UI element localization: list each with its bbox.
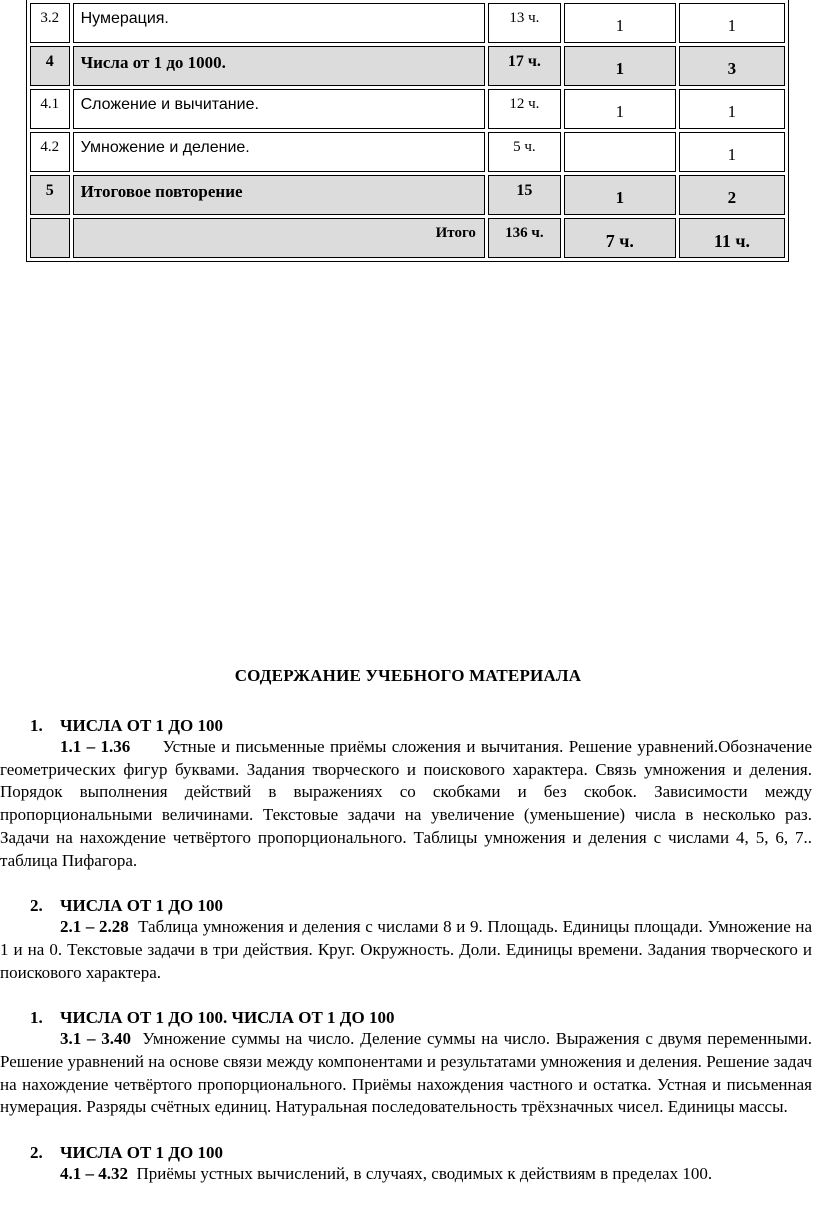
section-text: Умножение суммы на число. Деление суммы на число. Выражения с двумя переменными. Решение уравнений на основе связи между компонентами и результатами умножения и деления. Решение задач на нахождение четвёртого пропорционального. Приёмы нахождения частного и остатка. Устная и письменная нумерация. Разряды счётных единиц. Натуральная последовательность трёхзначных чисел. Единицы массы. [0, 1029, 812, 1117]
row-value-a [564, 132, 676, 172]
course-content [0, 666, 816, 1186]
total-row [30, 218, 785, 258]
row-number: 3.2 [30, 3, 70, 43]
row-value-b: 2 [679, 175, 785, 215]
total-value-b: 11 ч. [679, 218, 785, 258]
row-hours: 13 ч. [488, 3, 561, 43]
section-number: 1. [30, 716, 43, 735]
total-hours: 136 ч. [488, 218, 561, 258]
row-value-a: 1 [564, 175, 676, 215]
table-row [30, 175, 785, 215]
row-hours: 15 [488, 175, 561, 215]
section-paragraph [0, 736, 812, 872]
section-heading [30, 896, 816, 916]
row-value-b: 1 [679, 3, 785, 43]
row-number: 4.1 [30, 89, 70, 129]
row-value-b: 1 [679, 132, 785, 172]
section-heading-text: ЧИСЛА ОТ 1 ДО 100 [60, 1143, 223, 1163]
row-value-a: 1 [564, 89, 676, 129]
row-value-a: 1 [564, 3, 676, 43]
section-paragraph [0, 916, 812, 984]
section-number: 1. [30, 1008, 43, 1028]
hours-table [26, 0, 789, 262]
section-heading-text: ЧИСЛА ОТ 1 ДО 100. ЧИСЛА ОТ 1 ДО 100 [60, 1008, 395, 1028]
row-title: Нумерация. [73, 3, 485, 43]
total-value-a: 7 ч. [564, 218, 676, 258]
section-heading [30, 1008, 816, 1028]
row-title: Числа от 1 до 1000. [73, 46, 485, 86]
table-row [30, 89, 785, 129]
content-title: СОДЕРЖАНИЕ УЧЕБНОГО МАТЕРИАЛА [234, 666, 582, 685]
section-text: Устные и письменные приёмы сложения и вычитания. Решение уравнений.Обозначение геометрических фигур буквами. Задания творческого и поискового характера. Связь умножения и деления. Порядок выполнения действий в выражениях со скобками и без скобок. Зависимости между пропорциональными величинами. Текстовые задачи на увеличение (уменьшение) числа в несколько раз. Задачи на нахождение четвёртого пропорционального. Таблицы умножения и деления с числами 4, 5, 6, 7.. таблица Пифагора. [0, 737, 813, 870]
row-title: Сложение и вычитание. [73, 89, 485, 129]
section-paragraph [0, 1163, 812, 1186]
total-label: Итого [73, 218, 485, 258]
section-paragraph [0, 1028, 812, 1119]
section-text: Приёмы устных вычислений, в случаях, сводимых к действиям в пределах 100. [136, 1164, 713, 1184]
table-row [30, 46, 785, 86]
row-hours: 12 ч. [488, 89, 561, 129]
row-title: Итоговое повторение [73, 175, 485, 215]
section-range: 4.1 – 4.32 [60, 1164, 128, 1184]
table-row [30, 132, 785, 172]
row-value-b: 3 [679, 46, 785, 86]
section-number: 2. [30, 896, 43, 916]
row-hours: 17 ч. [488, 46, 561, 86]
row-number: 5 [30, 175, 70, 215]
table-row [30, 3, 785, 43]
section-range: 1.1 – 1.36 [60, 737, 131, 756]
section-heading [30, 716, 816, 736]
row-number: 4.2 [30, 132, 70, 172]
section-heading [30, 1143, 816, 1163]
row-value-b: 1 [679, 89, 785, 129]
row-hours: 5 ч. [488, 132, 561, 172]
section-heading-text: ЧИСЛА ОТ 1 ДО 100 [60, 716, 223, 735]
row-number: 4 [30, 46, 70, 86]
section-range: 2.1 – 2.28 [60, 917, 129, 937]
total-empty-cell [30, 218, 70, 258]
section-number: 2. [30, 1143, 43, 1163]
row-title: Умножение и деление. [73, 132, 485, 172]
section-heading-text: ЧИСЛА ОТ 1 ДО 100 [60, 896, 223, 916]
row-value-a: 1 [564, 46, 676, 86]
section-text: Таблица умножения и деления с числами 8 и 9. Площадь. Единицы площади. Умножение на 1 и на 0. Текстовые задачи в три действия. Круг. Окружность. Доли. Единицы времени. Задания творческого и поискового характера. [0, 917, 813, 982]
section-range: 3.1 – 3.40 [60, 1029, 131, 1049]
